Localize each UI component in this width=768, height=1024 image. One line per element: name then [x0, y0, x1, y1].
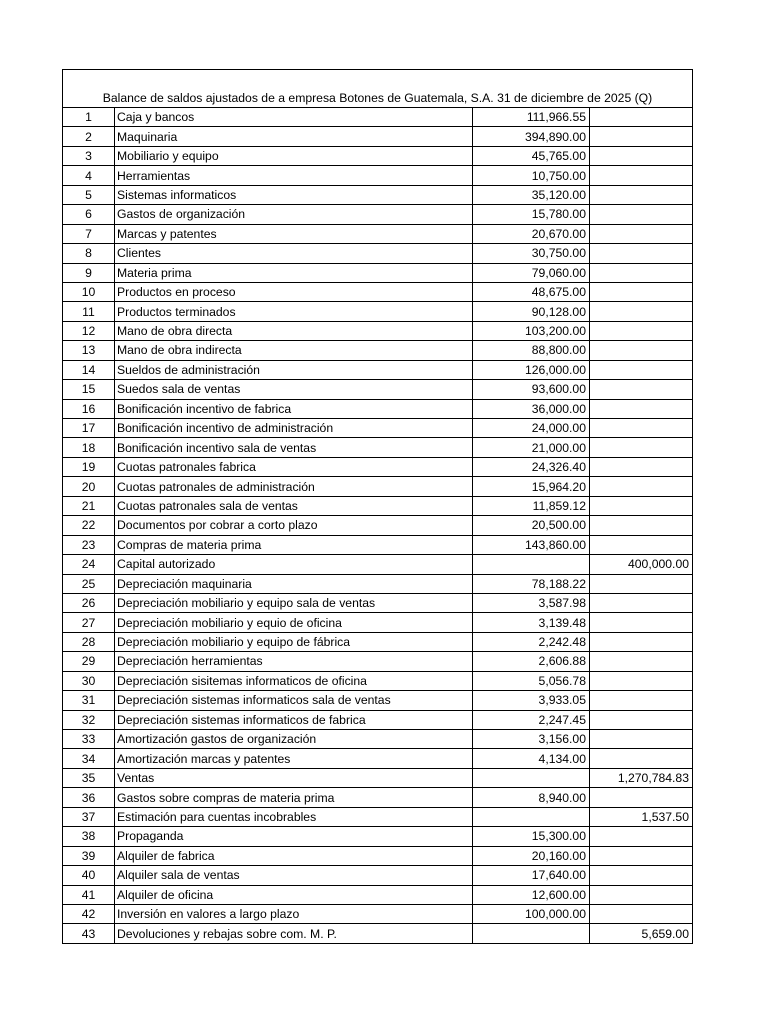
credit-amount	[590, 574, 693, 593]
debit-amount: 3,587.98	[473, 593, 590, 612]
row-number: 25	[63, 574, 115, 593]
row-number: 15	[63, 380, 115, 399]
table-row	[63, 632, 693, 651]
table-title: Balance de saldos ajustados de a empresa Botones de Guatemala, S.A. 31 de diciembre de 2025 (Q)	[63, 89, 693, 108]
trial-balance-table	[62, 69, 693, 944]
account-name: Mano de obra indirecta	[115, 341, 473, 360]
row-number: 22	[63, 516, 115, 535]
debit-amount: 79,060.00	[473, 263, 590, 282]
table-row	[63, 768, 693, 787]
table-row	[63, 205, 693, 224]
row-number: 27	[63, 613, 115, 632]
table-row	[63, 710, 693, 729]
table-row	[63, 730, 693, 749]
credit-amount: 5,659.00	[590, 924, 693, 943]
debit-amount: 90,128.00	[473, 302, 590, 321]
debit-amount: 10,750.00	[473, 166, 590, 185]
table-row	[63, 807, 693, 826]
credit-amount	[590, 652, 693, 671]
account-name: Productos en proceso	[115, 282, 473, 301]
table-row	[63, 593, 693, 612]
credit-amount	[590, 224, 693, 243]
table-row	[63, 613, 693, 632]
row-number: 36	[63, 788, 115, 807]
account-name: Amortización marcas y patentes	[115, 749, 473, 768]
credit-amount	[590, 846, 693, 865]
table-row	[63, 555, 693, 574]
table-row	[63, 321, 693, 340]
debit-amount: 15,300.00	[473, 827, 590, 846]
debit-amount: 78,188.22	[473, 574, 590, 593]
credit-amount	[590, 127, 693, 146]
credit-amount	[590, 244, 693, 263]
table-row	[63, 282, 693, 301]
row-number: 28	[63, 632, 115, 651]
account-name: Mano de obra directa	[115, 321, 473, 340]
debit-amount: 20,670.00	[473, 224, 590, 243]
table-row	[63, 827, 693, 846]
debit-amount: 3,139.48	[473, 613, 590, 632]
table-row	[63, 360, 693, 379]
table-row	[63, 516, 693, 535]
account-name: Depreciación maquinaria	[115, 574, 473, 593]
row-number: 8	[63, 244, 115, 263]
account-name: Capital autorizado	[115, 555, 473, 574]
table-row	[63, 438, 693, 457]
account-name: Cuotas patronales fabrica	[115, 457, 473, 476]
debit-amount: 36,000.00	[473, 399, 590, 418]
row-number: 42	[63, 904, 115, 923]
debit-amount: 93,600.00	[473, 380, 590, 399]
debit-amount: 12,600.00	[473, 885, 590, 904]
table-row	[63, 496, 693, 515]
table-row	[63, 574, 693, 593]
table-row	[63, 749, 693, 768]
table-row	[63, 224, 693, 243]
account-name: Alquiler de oficina	[115, 885, 473, 904]
credit-amount	[590, 380, 693, 399]
debit-amount	[473, 807, 590, 826]
row-number: 33	[63, 730, 115, 749]
credit-amount	[590, 593, 693, 612]
credit-amount	[590, 166, 693, 185]
credit-amount	[590, 904, 693, 923]
account-name: Marcas y patentes	[115, 224, 473, 243]
row-number: 13	[63, 341, 115, 360]
debit-amount	[473, 555, 590, 574]
debit-amount: 48,675.00	[473, 282, 590, 301]
account-name: Depreciación mobiliario y equipo sala de ventas	[115, 593, 473, 612]
row-number: 37	[63, 807, 115, 826]
credit-amount	[590, 146, 693, 165]
row-number: 30	[63, 671, 115, 690]
table-row	[63, 477, 693, 496]
row-number: 40	[63, 866, 115, 885]
account-name: Ventas	[115, 768, 473, 787]
row-number: 17	[63, 419, 115, 438]
table-row	[63, 457, 693, 476]
table-row	[63, 146, 693, 165]
debit-amount: 2,606.88	[473, 652, 590, 671]
account-name: Bonificación incentivo de fabrica	[115, 399, 473, 418]
row-number: 29	[63, 652, 115, 671]
debit-amount: 126,000.00	[473, 360, 590, 379]
row-number: 26	[63, 593, 115, 612]
row-number: 32	[63, 710, 115, 729]
debit-amount: 21,000.00	[473, 438, 590, 457]
credit-amount	[590, 749, 693, 768]
account-name: Alquiler sala de ventas	[115, 866, 473, 885]
account-name: Depreciación mobiliario y equio de oficina	[115, 613, 473, 632]
account-name: Depreciación sistemas informaticos de fabrica	[115, 710, 473, 729]
account-name: Sistemas informaticos	[115, 185, 473, 204]
row-number: 3	[63, 146, 115, 165]
row-number: 20	[63, 477, 115, 496]
debit-amount: 4,134.00	[473, 749, 590, 768]
credit-amount	[590, 516, 693, 535]
debit-amount: 143,860.00	[473, 535, 590, 554]
table-row	[63, 846, 693, 865]
account-name: Gastos de organización	[115, 205, 473, 224]
table-row	[63, 419, 693, 438]
credit-amount	[590, 535, 693, 554]
row-number: 35	[63, 768, 115, 787]
credit-amount	[590, 263, 693, 282]
table-row	[63, 302, 693, 321]
account-name: Amortización gastos de organización	[115, 730, 473, 749]
table-row	[63, 185, 693, 204]
debit-amount: 20,500.00	[473, 516, 590, 535]
debit-amount: 8,940.00	[473, 788, 590, 807]
row-number: 10	[63, 282, 115, 301]
credit-amount	[590, 302, 693, 321]
table-row	[63, 263, 693, 282]
row-number: 24	[63, 555, 115, 574]
credit-amount: 1,537.50	[590, 807, 693, 826]
row-number: 43	[63, 924, 115, 943]
debit-amount: 3,156.00	[473, 730, 590, 749]
credit-amount	[590, 341, 693, 360]
credit-amount	[590, 438, 693, 457]
credit-amount	[590, 108, 693, 127]
account-name: Depreciación mobiliario y equipo de fábrica	[115, 632, 473, 651]
account-name: Caja y bancos	[115, 108, 473, 127]
debit-amount: 5,056.78	[473, 671, 590, 690]
credit-amount	[590, 827, 693, 846]
table-row	[63, 341, 693, 360]
account-name: Compras de materia prima	[115, 535, 473, 554]
account-name: Sueldos de administración	[115, 360, 473, 379]
debit-amount: 100,000.00	[473, 904, 590, 923]
credit-amount	[590, 321, 693, 340]
credit-amount	[590, 282, 693, 301]
account-name: Documentos por cobrar a corto plazo	[115, 516, 473, 535]
debit-amount: 20,160.00	[473, 846, 590, 865]
account-name: Cuotas patronales de administración	[115, 477, 473, 496]
credit-amount	[590, 730, 693, 749]
row-number: 19	[63, 457, 115, 476]
account-name: Estimación para cuentas incobrables	[115, 807, 473, 826]
debit-amount	[473, 924, 590, 943]
table-row	[63, 885, 693, 904]
account-name: Gastos sobre compras de materia prima	[115, 788, 473, 807]
debit-amount: 17,640.00	[473, 866, 590, 885]
credit-amount	[590, 399, 693, 418]
row-number: 12	[63, 321, 115, 340]
credit-amount	[590, 185, 693, 204]
credit-amount	[590, 671, 693, 690]
row-number: 21	[63, 496, 115, 515]
credit-amount	[590, 613, 693, 632]
row-number: 41	[63, 885, 115, 904]
account-name: Bonificación incentivo sala de ventas	[115, 438, 473, 457]
account-name: Depreciación herramientas	[115, 652, 473, 671]
debit-amount: 2,242.48	[473, 632, 590, 651]
row-number: 6	[63, 205, 115, 224]
credit-amount	[590, 477, 693, 496]
table-row	[63, 108, 693, 127]
debit-amount: 103,200.00	[473, 321, 590, 340]
row-number: 38	[63, 827, 115, 846]
debit-amount: 15,964.20	[473, 477, 590, 496]
credit-amount	[590, 788, 693, 807]
credit-amount	[590, 866, 693, 885]
row-number: 5	[63, 185, 115, 204]
table-row	[63, 924, 693, 943]
row-number: 2	[63, 127, 115, 146]
row-number: 9	[63, 263, 115, 282]
account-name: Materia prima	[115, 263, 473, 282]
table-row	[63, 788, 693, 807]
table-row	[63, 399, 693, 418]
row-number: 39	[63, 846, 115, 865]
debit-amount: 3,933.05	[473, 691, 590, 710]
row-number: 11	[63, 302, 115, 321]
account-name: Depreciación sisitemas informaticos de oficina	[115, 671, 473, 690]
account-name: Depreciación sistemas informaticos sala de ventas	[115, 691, 473, 710]
row-number: 23	[63, 535, 115, 554]
account-name: Mobiliario y equipo	[115, 146, 473, 165]
table-row	[63, 904, 693, 923]
account-name: Productos terminados	[115, 302, 473, 321]
account-name: Herramientas	[115, 166, 473, 185]
credit-amount	[590, 205, 693, 224]
row-number: 14	[63, 360, 115, 379]
account-name: Maquinaria	[115, 127, 473, 146]
table-row	[63, 380, 693, 399]
credit-amount	[590, 710, 693, 729]
debit-amount: 15,780.00	[473, 205, 590, 224]
debit-amount: 24,326.40	[473, 457, 590, 476]
table-row	[63, 652, 693, 671]
credit-amount	[590, 496, 693, 515]
table-row	[63, 691, 693, 710]
table-row	[63, 244, 693, 263]
debit-amount: 88,800.00	[473, 341, 590, 360]
credit-amount	[590, 691, 693, 710]
account-name: Cuotas patronales sala de ventas	[115, 496, 473, 515]
credit-amount	[590, 360, 693, 379]
row-number: 31	[63, 691, 115, 710]
table-row	[63, 127, 693, 146]
debit-amount: 111,966.55	[473, 108, 590, 127]
debit-amount	[473, 768, 590, 787]
credit-amount	[590, 457, 693, 476]
blank-header-cell	[63, 70, 693, 90]
blank-header-row	[63, 70, 693, 90]
account-name: Devoluciones y rebajas sobre com. M. P.	[115, 924, 473, 943]
table-row	[63, 671, 693, 690]
debit-amount: 2,247.45	[473, 710, 590, 729]
credit-amount	[590, 632, 693, 651]
credit-amount	[590, 419, 693, 438]
account-name: Suedos sala de ventas	[115, 380, 473, 399]
debit-amount: 11,859.12	[473, 496, 590, 515]
row-number: 16	[63, 399, 115, 418]
debit-amount: 394,890.00	[473, 127, 590, 146]
row-number: 1	[63, 108, 115, 127]
debit-amount: 45,765.00	[473, 146, 590, 165]
account-name: Clientes	[115, 244, 473, 263]
debit-amount: 35,120.00	[473, 185, 590, 204]
account-name: Inversión en valores a largo plazo	[115, 904, 473, 923]
credit-amount	[590, 885, 693, 904]
row-number: 7	[63, 224, 115, 243]
table-row	[63, 535, 693, 554]
title-row	[63, 89, 693, 108]
row-number: 34	[63, 749, 115, 768]
table-row	[63, 866, 693, 885]
row-number: 4	[63, 166, 115, 185]
credit-amount: 400,000.00	[590, 555, 693, 574]
credit-amount: 1,270,784.83	[590, 768, 693, 787]
row-number: 18	[63, 438, 115, 457]
account-name: Alquiler de fabrica	[115, 846, 473, 865]
debit-amount: 24,000.00	[473, 419, 590, 438]
debit-amount: 30,750.00	[473, 244, 590, 263]
table-row	[63, 166, 693, 185]
account-name: Bonificación incentivo de administración	[115, 419, 473, 438]
account-name: Propaganda	[115, 827, 473, 846]
